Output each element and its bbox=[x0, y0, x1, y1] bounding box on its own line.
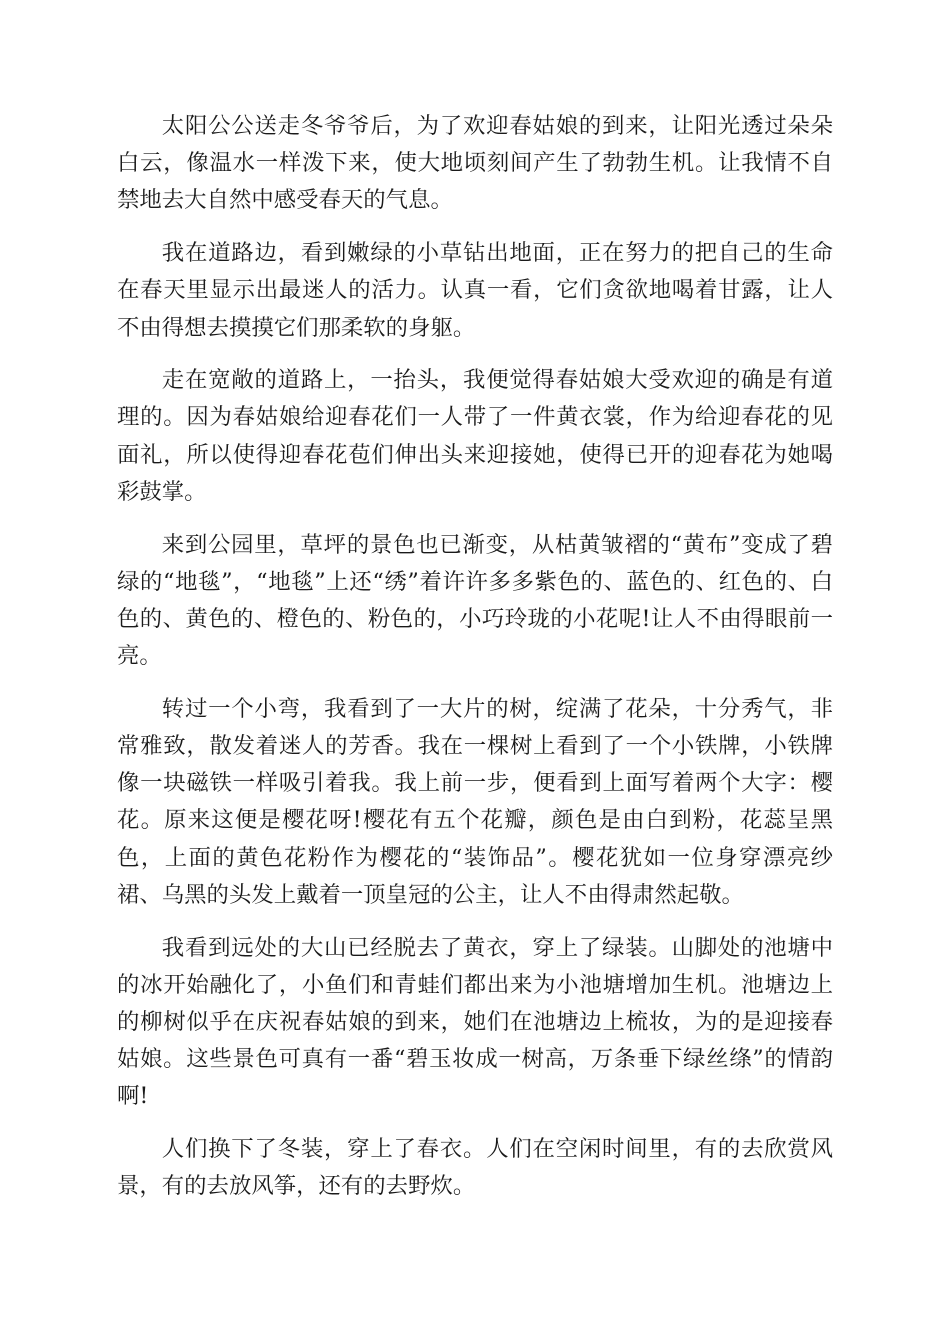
paragraph-1: 太阳公公送走冬爷爷后，为了欢迎春姑娘的到来，让阳光透过朵朵白云，像温水一样泼下来，使大地顷刻间产生了勃勃生机。让我情不自禁地去大自然中感受春天的气息。 bbox=[117, 113, 833, 214]
document-body bbox=[117, 108, 833, 1205]
paragraph-7: 人们换下了冬装，穿上了春衣。人们在空闲时间里，有的去欣赏风景，有的去放风筝，还有的去野炊。 bbox=[117, 1136, 833, 1200]
paragraph-2: 我在道路边，看到嫩绿的小草钻出地面，正在努力的把自己的生命在春天里显示出最迷人的活力。认真一看，它们贪欲地喝着甘露，让人不由得想去摸摸它们那柔软的身躯。 bbox=[117, 240, 833, 341]
paragraph-3: 走在宽敞的道路上，一抬头，我便觉得春姑娘大受欢迎的确是有道理的。因为春姑娘给迎春花们一人带了一件黄衣裳，作为给迎春花的见面礼，所以使得迎春花苞们伸出头来迎接她，使得已开的迎春花为她喝彩鼓掌。 bbox=[117, 367, 833, 505]
paragraph-5: 转过一个小弯，我看到了一大片的树，绽满了花朵，十分秀气，非常雅致，散发着迷人的芳香。我在一棵树上看到了一个小铁牌，小铁牌像一块磁铁一样吸引着我。我上前一步，便看到上面写着两个大字：樱花。原来这便是樱花呀!樱花有五个花瓣，颜色是由白到粉，花蕊呈黑色，上面的黄色花粉作为樱花的“装饰品”。樱花犹如一位身穿漂亮纱裙、乌黑的头发上戴着一顶皇冠的公主，让人不由得肃然起敬。 bbox=[117, 695, 833, 908]
paragraph-6: 我看到远处的大山已经脱去了黄衣，穿上了绿装。山脚处的池塘中的冰开始融化了，小鱼们和青蛙们都出来为小池塘增加生机。池塘边上的柳树似乎在庆祝春姑娘的到来，她们在池塘边上梳妆，为的是迎接春姑娘。这些景色可真有一番“碧玉妆成一树高，万条垂下绿丝绦”的情韵啊! bbox=[117, 934, 833, 1110]
paragraph-4: 来到公园里，草坪的景色也已渐变，从枯黄皱褶的“黄布”变成了碧绿的“地毯”，“地毯”上还“绣”着许许多多紫色的、蓝色的、红色的、白色的、黄色的、橙色的、粉色的，小巧玲珑的小花呢!让人不由得眼前一亮。 bbox=[117, 531, 833, 670]
